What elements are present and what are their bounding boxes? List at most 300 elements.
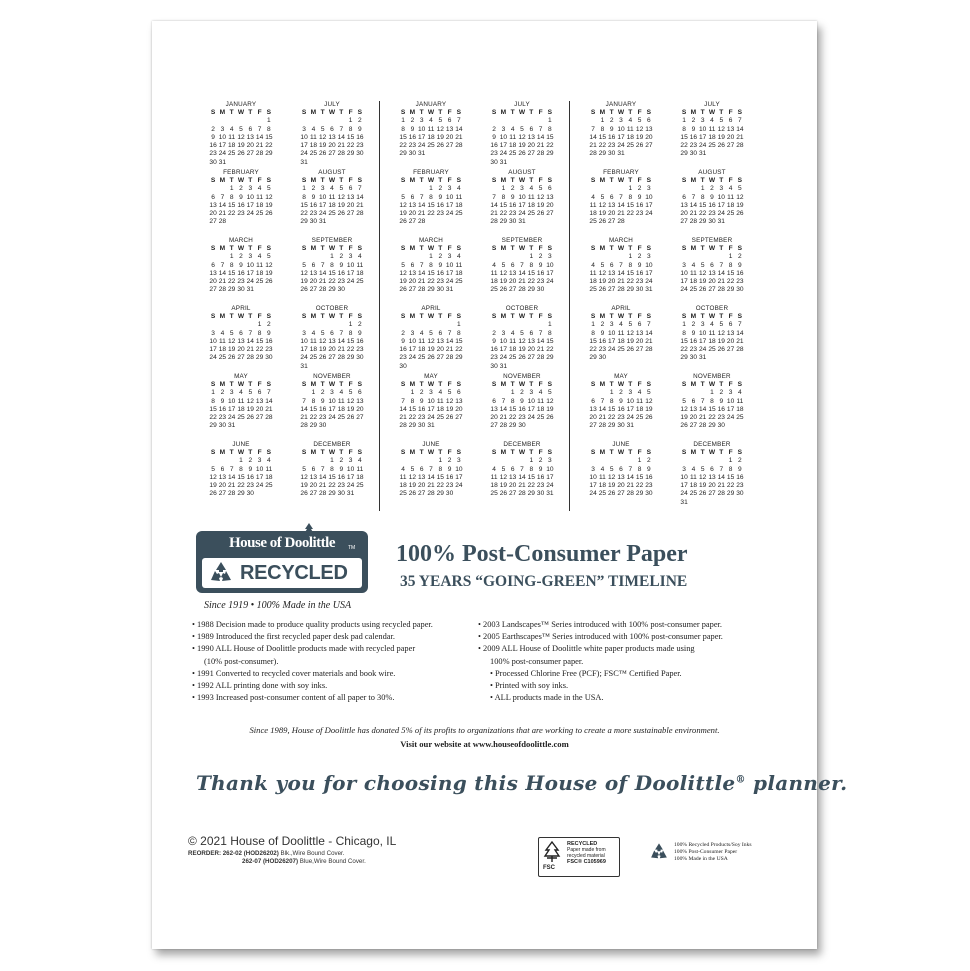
month-name: AUGUST [318,169,346,176]
day-cell: 18 [689,482,698,490]
day-cell: 12 [300,269,308,277]
day-cell: 21 [689,210,698,218]
month-day-grid [667,177,757,227]
day-cell: 4 [358,457,362,465]
day-cell: 1 [628,185,633,193]
day-cell: 19 [319,142,327,150]
day-cell: 8 [510,397,515,405]
day-cell: 17 [626,405,634,413]
month-day-grid [386,245,476,295]
recycled-badge-text [674,842,752,864]
weekday-label: F [257,313,262,320]
day-cell: 4 [728,185,733,193]
day-cell: 19 [337,201,345,209]
day-cell: 5 [320,329,325,337]
weekday-label: M [690,381,697,388]
day-cell: 12 [717,329,725,337]
timeline-item: 100% post-consumer paper. [490,656,584,666]
day-cell: 20 [346,201,355,209]
day-cell: 12 [626,329,634,337]
day-cell: 20 [527,142,535,150]
day-cell: 12 [209,473,217,481]
day-cell: 7 [600,397,605,405]
day-cell: 6 [211,193,215,201]
day-cell: 8 [548,329,552,337]
day-cell: 20 [418,482,426,490]
day-cell: 16 [209,142,217,150]
day-cell [227,321,236,329]
day-cell: 27 [309,286,318,294]
day-cell [398,389,407,397]
month-name: DECEMBER [503,441,541,448]
day-cell: 28 [337,354,345,362]
donation-statement: Since 1989, House of Doolittle has donated 5% of its profits to organizations that are working to create a more sustainable environment. [249,725,720,735]
day-cell: 3 [457,457,461,465]
day-cell: 21 [319,482,327,490]
day-cell [299,457,308,465]
weekday-label: S [491,313,497,320]
day-cell: 16 [408,133,417,141]
day-cell: 6 [510,465,515,473]
weekday-label: S [646,245,652,252]
day-cell: 2 [339,253,344,261]
month-name: JANUARY [225,101,257,108]
day-cell: 11 [689,269,697,277]
day-cell: 22 [608,414,616,422]
day-cell [508,321,517,329]
weekday-label: S [590,245,596,252]
day-cell: 18 [536,405,545,413]
day-cell: 7 [538,125,543,133]
day-cell: 18 [509,142,517,150]
day-cell [218,321,227,329]
day-cell: 20 [309,278,318,286]
day-cell: 17 [546,473,554,481]
month-name: MAY [424,373,438,380]
weekday-label: S [266,245,272,252]
day-cell: 8 [529,261,534,269]
day-cell: 13 [436,337,444,345]
weekday-label: F [728,109,733,116]
month-name: FEBRUARY [603,169,639,176]
day-cell: 30 [408,150,417,158]
day-cell: 6 [220,465,225,473]
day-cell: 30 [445,490,454,498]
weekday-label: W [427,313,435,320]
weekday-label: T [510,449,515,456]
day-cell: 25 [328,210,336,218]
day-cell: 19 [536,201,545,209]
day-cell: 12 [546,397,554,405]
day-cell [408,457,417,465]
weekday-label: T [700,381,705,388]
day-cell: 1 [682,117,686,125]
day-cell: 1 [637,457,642,465]
day-cell: 14 [645,329,653,337]
day-cell: 10 [228,397,236,405]
day-cell: 17 [645,201,653,209]
day-cell: 14 [717,473,725,481]
timeline-item: • Processed Chlorine Free (PCF); FSC™ Certified Paper. [490,668,682,678]
month-day-grid [477,245,567,295]
day-cell: 1 [429,185,433,193]
weekday-label: T [609,313,614,320]
day-cell: 14 [699,405,707,413]
day-cell [218,117,227,125]
weekday-label: F [538,177,543,184]
weekday-label: M [310,177,317,184]
day-cell: 25 [708,142,716,150]
weekday-label: S [646,109,652,116]
day-cell: 17 [608,337,616,345]
day-cell: 2 [738,253,742,261]
day-cell: 1 [401,117,405,125]
day-cell: 22 [300,210,308,218]
weekday-label: T [339,449,344,456]
day-cell [218,457,227,465]
day-cell: 20 [237,346,245,354]
day-cell: 18 [490,278,498,286]
day-cell: 23 [209,150,217,158]
timeline-item: • ALL products made in the USA. [490,693,604,703]
weekday-label: T [339,381,344,388]
day-cell [588,185,597,193]
weekday-label: W [518,313,526,320]
month-day-grid [667,381,757,431]
day-cell: 1 [257,321,262,329]
day-cell: 10 [645,193,653,201]
day-cell: 5 [229,329,234,337]
month-name: JULY [704,101,720,108]
day-cell: 12 [228,337,236,345]
month-name: JANUARY [605,101,637,108]
day-cell: 2 [239,253,243,261]
weekday-label: T [438,381,443,388]
month-name: JUNE [232,441,250,448]
day-cell: 30 [218,422,227,430]
weekday-label: M [310,381,317,388]
day-cell [598,185,607,193]
calendar-column [477,101,567,509]
day-cell: 25 [689,286,698,294]
day-cell: 6 [492,397,496,405]
day-cell: 4 [457,185,461,193]
day-cell: 5 [700,261,705,269]
day-cell: 18 [708,133,716,141]
day-cell: 20 [608,278,616,286]
day-cell: 16 [736,269,744,277]
day-cell [318,253,327,261]
day-cell: 1 [429,253,433,261]
weekday-label: W [328,177,336,184]
day-cell: 5 [410,465,415,473]
day-cell: 9 [248,465,253,473]
day-cell: 8 [330,261,334,269]
day-cell: 9 [447,465,452,473]
day-cell: 15 [527,473,535,481]
day-cell: 3 [248,185,253,193]
day-cell: 2 [248,457,253,465]
day-cell: 18 [265,473,273,481]
month-name: DECEMBER [313,441,351,448]
day-cell [598,253,607,261]
weekday-label: T [248,109,253,116]
day-cell: 6 [529,329,534,337]
day-cell: 15 [626,269,634,277]
day-cell: 22 [455,346,463,354]
weekday-label: M [500,381,507,388]
timeline-item: • 2009 ALL House of Doolittle white paper products made using [478,644,695,654]
day-cell [508,117,517,125]
day-cell: 12 [427,337,435,345]
day-cell: 4 [401,465,405,473]
day-cell: 31 [518,218,526,226]
day-cell: 25 [356,482,364,490]
weekday-label: S [737,177,743,184]
day-cell: 15 [589,337,597,345]
day-cell [318,117,327,125]
day-cell: 27 [527,354,535,362]
day-cell: 12 [319,133,327,141]
day-cell: 15 [635,473,644,481]
day-cell: 7 [700,397,705,405]
logo-band [202,558,362,588]
day-cell: 25 [536,414,545,422]
day-cell: 31 [346,490,355,498]
day-cell: 12 [536,193,545,201]
day-cell: 28 [536,354,545,362]
month-day-grid [667,449,757,507]
day-cell: 27 [726,346,735,354]
day-cell: 21 [255,142,264,150]
day-cell: 15 [680,337,688,345]
day-cell: 19 [300,482,308,490]
day-cell: 11 [509,133,517,141]
day-cell: 7 [492,193,496,201]
day-cell: 17 [680,482,688,490]
day-cell [717,253,726,261]
day-cell: 13 [445,125,454,133]
day-cell: 20 [255,405,264,413]
day-cell: 4 [257,185,262,193]
day-cell: 30 [265,354,273,362]
day-cell: 21 [699,414,707,422]
timeline-right [478,619,723,704]
month-name: MAY [234,373,248,380]
day-cell: 30 [436,286,444,294]
day-cell: 4 [438,389,443,397]
day-cell: 28 [418,218,426,226]
weekday-label: S [646,381,652,388]
day-cell: 29 [726,286,735,294]
weekday-label: S [301,245,307,252]
weekday-label: S [357,381,363,388]
day-cell: 4 [429,117,433,125]
weekday-label: T [419,449,424,456]
day-cell: 23 [356,346,364,354]
day-cell: 25 [509,354,517,362]
weekday-label: S [357,449,363,456]
day-cell: 9 [538,261,543,269]
day-cell [246,117,255,125]
day-cell: 13 [546,193,554,201]
day-cell: 7 [719,261,724,269]
weekday-label: T [438,313,443,320]
weekday-label: S [491,449,497,456]
day-cell: 9 [410,125,415,133]
day-cell: 6 [419,465,424,473]
day-cell: 3 [548,457,552,465]
day-cell: 27 [546,210,554,218]
month-day-grid [576,177,666,227]
day-cell: 23 [237,210,245,218]
day-cell: 4 [311,329,316,337]
day-cell: 18 [218,346,227,354]
day-cell: 24 [319,210,327,218]
day-cell: 6 [728,117,733,125]
day-cell [607,253,616,261]
month-calendar [287,101,377,169]
weekday-label: T [229,313,234,320]
day-cell: 21 [536,142,545,150]
day-cell: 8 [211,397,215,405]
weekday-label: S [357,109,363,116]
day-cell: 3 [302,329,306,337]
day-cell: 26 [346,414,355,422]
month-calendar [287,373,377,441]
month-calendar [196,441,286,509]
day-cell: 18 [490,482,498,490]
day-cell: 16 [337,269,345,277]
weekday-label: S [646,449,652,456]
weekday-label: F [538,245,543,252]
day-cell: 16 [399,346,407,354]
recycled-badge-line: 100% Recycled Products/Soy Inks [674,842,752,848]
day-cell: 26 [436,142,444,150]
day-cell: 26 [626,346,634,354]
weekday-label: W [617,313,625,320]
day-cell: 7 [538,329,543,337]
weekday-label: M [500,313,507,320]
day-cell: 13 [680,201,688,209]
weekday-label: F [348,109,353,116]
weekday-label: T [248,313,253,320]
day-cell: 1 [628,253,633,261]
day-cell: 4 [710,117,714,125]
weekday-label: M [219,245,226,252]
day-cell: 31 [717,218,725,226]
weekday-label: T [229,245,234,252]
day-cell: 13 [237,337,245,345]
fsc-code: FSC® C105969 [567,859,606,865]
day-cell: 28 [598,422,607,430]
day-cell: 8 [529,465,534,473]
day-cell: 9 [438,261,443,269]
day-cell: 13 [509,473,517,481]
day-cell: 15 [300,201,308,209]
weekday-label: S [547,177,553,184]
day-cell: 2 [738,457,742,465]
day-cell: 22 [546,346,554,354]
weekday-label: T [529,109,534,116]
weekday-label: M [219,109,226,116]
day-cell: 18 [617,337,625,345]
day-cell: 11 [237,397,245,405]
day-cell: 7 [591,125,595,133]
month-day-grid [667,245,757,295]
day-cell: 14 [418,269,426,277]
day-cell [679,185,688,193]
day-cell: 19 [436,133,444,141]
day-cell: 5 [520,329,524,337]
day-cell: 5 [738,185,742,193]
weekday-label: W [328,109,336,116]
day-cell: 21 [518,482,526,490]
day-cell: 7 [339,329,344,337]
day-cell: 12 [399,269,407,277]
day-cell [227,117,236,125]
calendar-column [386,101,476,509]
weekday-label: F [447,449,452,456]
day-cell: 11 [256,261,264,269]
day-cell: 8 [700,193,705,201]
day-cell [337,321,346,329]
day-cell: 26 [265,210,273,218]
day-cell: 17 [246,201,254,209]
weekday-label: F [637,109,642,116]
weekday-label: S [681,245,687,252]
day-cell: 31 [228,422,236,430]
day-cell: 27 [346,210,355,218]
day-cell: 5 [682,397,686,405]
day-cell: 19 [246,405,254,413]
day-cell: 7 [248,329,253,337]
day-cell: 2 [492,125,496,133]
day-cell: 26 [536,210,545,218]
day-cell: 9 [600,329,605,337]
day-cell: 31 [645,286,653,294]
day-cell: 31 [680,498,688,506]
day-cell: 27 [218,490,227,498]
month-name: SEPTEMBER [501,237,543,244]
day-cell: 5 [320,125,325,133]
weekday-label: F [257,449,262,456]
day-cell: 18 [309,346,318,354]
day-cell: 29 [455,354,463,362]
day-cell: 26 [717,346,725,354]
day-cell: 30 [309,218,318,226]
day-cell: 28 [626,490,634,498]
day-cell: 16 [265,337,273,345]
day-cell: 2 [447,457,452,465]
day-cell: 25 [309,354,318,362]
day-cell: 23 [536,482,545,490]
day-cell: 16 [356,133,364,141]
day-cell: 16 [490,142,498,150]
day-cell: 2 [320,389,325,397]
day-cell [408,253,417,261]
weekday-label: S [646,177,652,184]
day-cell [588,457,597,465]
day-cell: 12 [736,193,744,201]
day-cell: 2 [358,117,362,125]
day-cell: 29 [708,422,716,430]
day-cell: 15 [546,337,554,345]
day-cell: 20 [408,210,417,218]
day-cell: 20 [490,414,498,422]
month-calendar [667,101,757,169]
day-cell: 11 [309,133,317,141]
